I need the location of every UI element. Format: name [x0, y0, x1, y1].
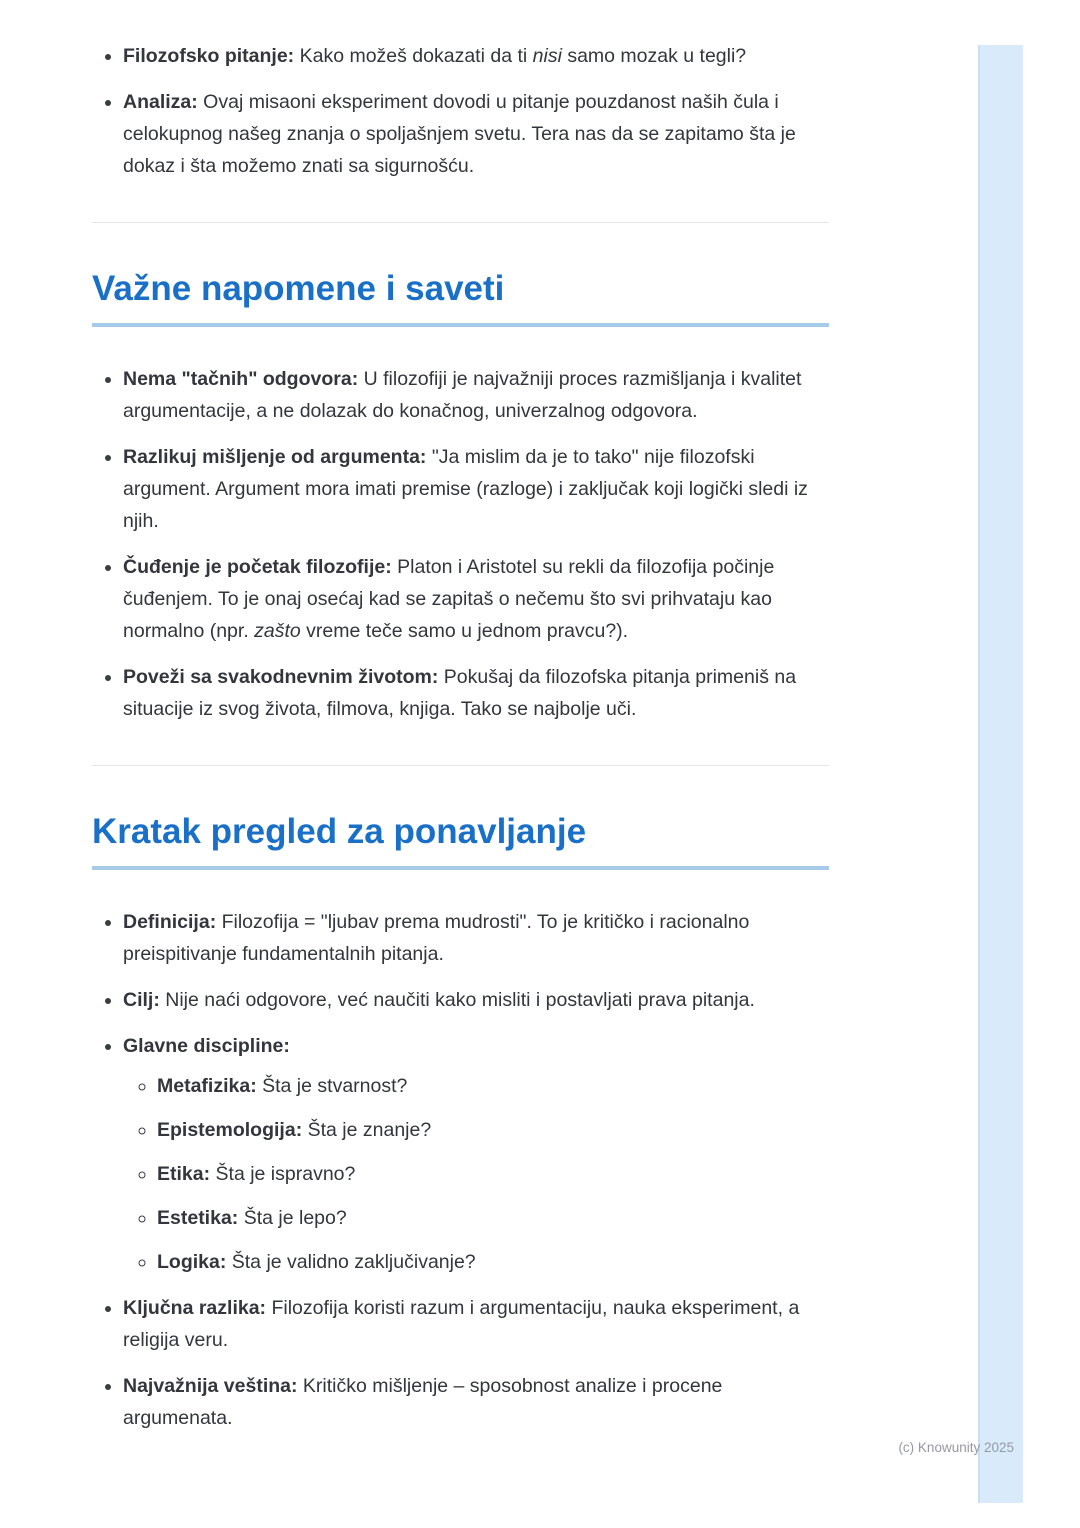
bullet-text: Šta je znanje? [302, 1119, 432, 1141]
bullet-text: Šta je lepo? [238, 1207, 347, 1229]
bullet-text: Šta je validno zaključivanje? [226, 1251, 476, 1273]
list-item [123, 661, 829, 725]
list-item [123, 1370, 829, 1434]
section-list [92, 906, 829, 1434]
bullet-lead: Estetika: [157, 1207, 239, 1229]
sub-list-item [157, 1158, 829, 1190]
section-divider [92, 765, 829, 766]
list-item [123, 40, 829, 72]
bullet-lead: Čuđenje je početak filozofije: [123, 556, 392, 578]
section-divider [92, 222, 829, 223]
bullet-lead: Analiza: [123, 91, 198, 113]
bullet-lead: Ključna razlika: [123, 1297, 267, 1319]
document-page [92, 40, 829, 1448]
list-item [123, 86, 829, 182]
list-item [123, 1030, 829, 1278]
sub-list-item [157, 1202, 829, 1234]
list-item [123, 363, 829, 427]
bullet-lead: Epistemologija: [157, 1119, 303, 1141]
bullet-lead: Cilj: [123, 989, 160, 1011]
bullet-lead: Logika: [157, 1251, 227, 1273]
bullet-text: Kritičko mišljenje – sposobnost analize i procene argumenata. [123, 1375, 723, 1429]
bullet-text: Filozofija koristi razum i argumentaciju, nauka eksperiment, a religija veru. [123, 1297, 800, 1351]
bullet-lead: Poveži sa svakodnevnim životom: [123, 666, 439, 688]
sub-list-item [157, 1114, 829, 1146]
bullet-text: Ovaj misaoni eksperiment dovodi u pitanje pouzdanost naših čula i celokupnog našeg znanja o spoljašnjem svetu. Tera nas da se zapitamo šta je dokaz i šta možemo znati sa sigurnošću. [123, 91, 796, 177]
bullet-text: Filozofija = "ljubav prema mudrosti". To je kritičko i racionalno preispitivanje fundamentalnih pitanja. [123, 911, 750, 965]
bullet-text: Šta je stvarnost? [256, 1075, 408, 1097]
bullet-text: Platon i Aristotel su rekli da filozofija počinje čuđenjem. To je onaj osećaj kad se zapitaš o nečemu što svi prihvataju kao normalno (npr. [123, 556, 775, 642]
bullet-lead: Etika: [157, 1163, 211, 1185]
list-item [123, 1292, 829, 1356]
bullet-emphasis: zašto [254, 620, 301, 642]
bullet-text: samo mozak u tegli? [561, 45, 747, 67]
bullet-lead: Glavne discipline: [123, 1035, 290, 1057]
copyright-footer: (c) Knowunity 2025 [898, 1440, 1014, 1455]
bullet-text: Šta je ispravno? [210, 1163, 356, 1185]
bullet-text: Pokušaj da filozofska pitanja primeniš na situacije iz svog života, filmova, knjiga. Tako se najbolje uči. [123, 666, 797, 720]
list-item [123, 906, 829, 970]
list-item [123, 984, 829, 1016]
bullet-lead: Metafizika: [157, 1075, 257, 1097]
right-margin-strip [978, 45, 1023, 1503]
sub-list-item [157, 1070, 829, 1102]
bullet-emphasis: nisi [532, 45, 562, 67]
list-item [123, 551, 829, 647]
bullet-text: Nije naći odgovore, već naučiti kako misliti i postavljati prava pitanja. [159, 989, 755, 1011]
intro-list [92, 40, 829, 182]
bullet-lead: Filozofsko pitanje: [123, 45, 295, 67]
sub-list-item [157, 1246, 829, 1278]
bullet-text: vreme teče samo u jednom pravcu?). [300, 620, 629, 642]
bullet-text: U filozofiji je najvažniji proces razmišljanja i kvalitet argumentacije, a ne dolazak do konačnog, univerzalnog odgovora. [123, 368, 802, 422]
list-item [123, 441, 829, 537]
bullet-lead: Razlikuj mišljenje od argumenta: [123, 446, 427, 468]
section-list [92, 363, 829, 725]
bullet-lead: Nema "tačnih" odgovora: [123, 368, 359, 390]
section-title: Važne napomene i saveti [92, 269, 829, 327]
section-title: Kratak pregled za ponavljanje [92, 812, 829, 870]
bullet-lead: Definicija: [123, 911, 217, 933]
sub-list [123, 1070, 829, 1278]
bullet-text: Kako možeš dokazati da ti [294, 45, 533, 67]
bullet-text: "Ja mislim da je to tako" nije filozofski argument. Argument mora imati premise (razloge) i zaključak koji logički sledi iz njih. [123, 446, 808, 532]
bullet-lead: Najvažnija veština: [123, 1375, 298, 1397]
